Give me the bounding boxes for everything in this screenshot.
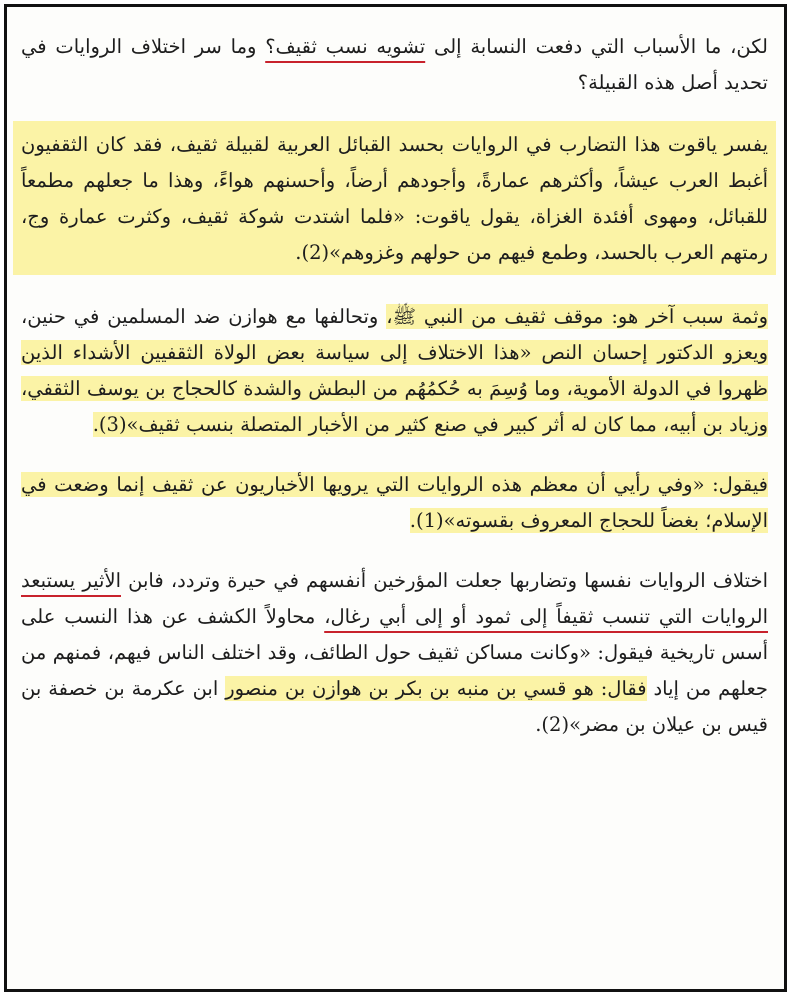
highlight-opinion: فيقول: «وفي رأيي أن معظم هذه الروايات التي يرويها الأخباريون عن ثقيف إنما وضعت في الإسلام؛ بغضاً للحجاج المعروف بقسوته»(1). bbox=[21, 473, 768, 532]
paragraph-another-reason bbox=[21, 299, 768, 443]
paragraph-ibn-alathir bbox=[21, 563, 768, 743]
historians-text: اختلاف الروايات نفسها وتضاربها جعلت المؤرخين أنفسهم في حيرة وتردد، فابن bbox=[121, 569, 768, 592]
question-text-end: وما سر اختلاف الروايات bbox=[55, 35, 266, 58]
thaqif-dwellings-text: محاولاً الكشف عن هذا النسب على أسس تاريخية فيقول: «وكانت مساكن ثقيف حول الطائف، وقد اختلف الناس فيهم، فمنهم من جعلهم من إياد bbox=[21, 605, 768, 700]
yaqut-text: يفسر ياقوت هذا التضارب في الروايات بحسد القبائل العربية لقبيلة ثقيف، فقد كان الثقفيون أغبط العرب عيشاً، وأكثرهم عمارةً، وأجودهم أرضاً، وأحسنهم هواءً، وهذا ما جعلهم مطمعاً للقبائل، ومهوى أفئدة الغزاة، يقول ياقوت: «فلما اشتدت شوكة ثقيف، وكثرت عمارة وج، رمتهم العرب بالحسد، وطمع فيهم من حولهم وغزوهم»(2). bbox=[21, 133, 768, 264]
paragraph-opinion bbox=[21, 467, 768, 539]
paragraph-yaqut-highlighted bbox=[13, 121, 776, 275]
paragraph-question bbox=[21, 29, 768, 101]
underlined-ibn-alathir: الأثير يستبعد الروايات التي تنسب ثقيفاً إلى ثمود أو إلى أبي رغال، bbox=[21, 569, 768, 628]
highlight-ihsan-alnass: ويعزو الدكتور إحسان النص «هذا الاختلاف إلى سياسة بعض الولاة الثقفيين الأشداء الذين ظهروا في الدولة الأموية، وما وُسِمَ به حُكمُهُم من البطش والشدة كالحجاج بن يوسف الثقفي، وزياد بن أبيه، مما كان له أثر كبير في صنع كثير من الأخبار المتصلة بنسب ثقيف»(3). bbox=[21, 341, 768, 436]
lineage-end-text: ابن عكرمة بن خصفة بن قيس بن عيلان بن مضر»(2). bbox=[21, 677, 768, 736]
underlined-phrase: تشويه نسب ثقيف؟ bbox=[265, 35, 426, 58]
highlight-prophet-stance: وثمة سبب آخر هو: موقف ثقيف من النبي ﷺ، bbox=[386, 305, 768, 328]
question-text-start: لكن، ما الأسباب التي دفعت النسابة إلى bbox=[425, 35, 768, 58]
highlight-lineage: فقال: هو قسي بن منبه بن بكر بن هوازن بن منصور bbox=[225, 677, 647, 700]
page-frame bbox=[4, 4, 787, 992]
alliance-text: وتحالفها مع هوازن ضد المسلمين في حنين، bbox=[21, 305, 387, 328]
document-page bbox=[21, 29, 768, 767]
question-line-2: في تحديد أصل هذه القبيلة؟ bbox=[21, 35, 768, 94]
